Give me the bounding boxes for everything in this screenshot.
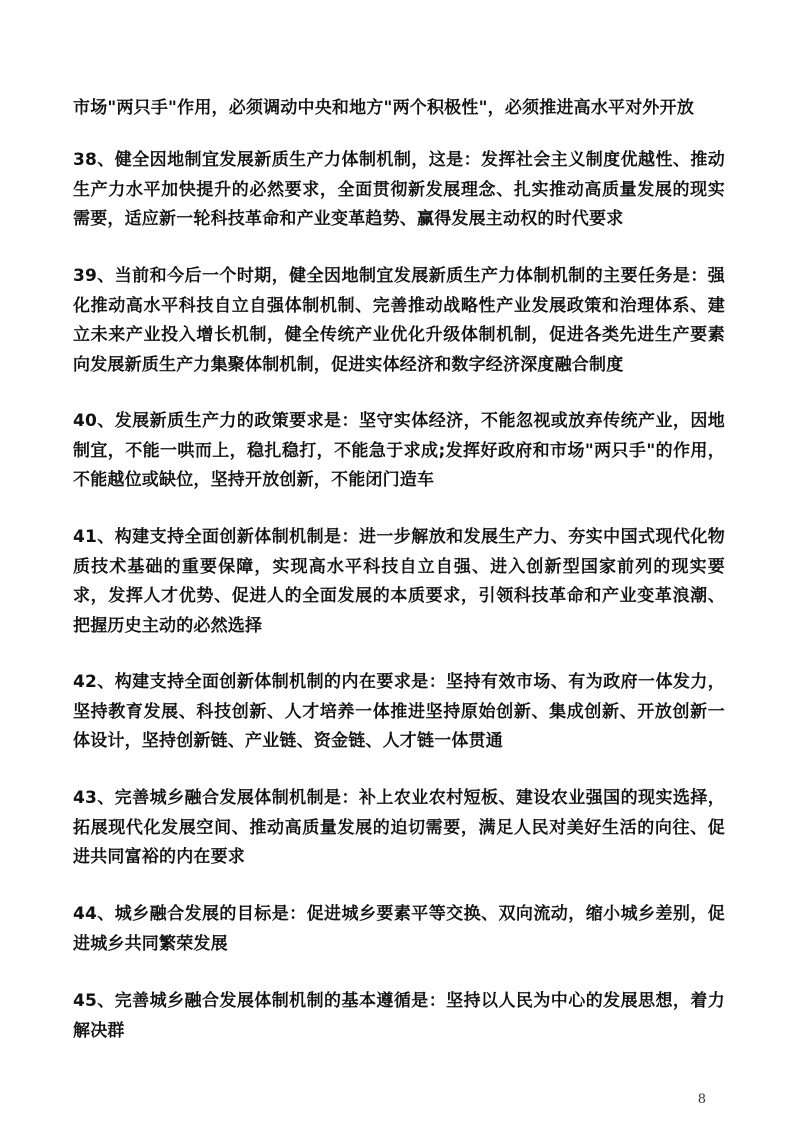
- paragraph-item-42: 42、构建支持全面创新体制机制的内在要求是：坚持有效市场、有为政府一体发力，坚持教育发展、科技创新、人才培养一体推进坚持原始创新、集成创新、开放创新一体设计，坚持创新链、产业链、资金链、人才链一体贯通: [73, 672, 725, 751]
- paragraph-item-43: 43、完善城乡融合发展体制机制是：补上农业农村短板、建设农业强国的现实选择，拓展现代化发展空间、推动高质量发展的迫切需要，满足人民对美好生活的向往、促进共同富裕的内在要求: [73, 788, 725, 867]
- paragraph-item-38: 38、健全因地制宜发展新质生产力体制机制，这是：发挥社会主义制度优越性、推动生产力水平加快提升的必然要求，全面贯彻新发展理念、扎实推动高质量发展的现实需要，适应新一轮科技革命和产业变革趋势、赢得发展主动权的时代要求: [73, 150, 725, 229]
- paragraph-item-44: 44、城乡融合发展的目标是：促进城乡要素平等交换、双向流动，缩小城乡差别，促进城乡共同繁荣发展: [73, 904, 725, 954]
- paragraph-continuation: 市场"两只手"作用，必须调动中央和地方"两个积极性"，必须推进高水平对外开放: [73, 98, 695, 118]
- paragraph-item-39: 39、当前和今后一个时期，健全因地制宜发展新质生产力体制机制的主要任务是：强化推动高水平科技自立自强体制机制、完善推动战略性产业发展政策和治理体系、建立未来产业投入增长机制，健全传统产业优化升级体制机制，促进各类先进生产要素向发展新质生产力集聚体制机制，促进实体经济和数字经济深度融合制度: [73, 266, 725, 375]
- page-number: 8: [697, 1092, 706, 1107]
- paragraph-item-41: 41、构建支持全面创新体制机制是：进一步解放和发展生产力、夯实中国式现代化物质技术基础的重要保障，实现高水平科技自立自强、进入创新型国家前列的现实要求，发挥人才优势、促进人的全面发展的本质要求，引领科技革命和产业变革浪潮、把握历史主动的必然选择: [73, 527, 725, 636]
- paragraph-item-40: 40、发展新质生产力的政策要求是：坚守实体经济，不能忽视或放弃传统产业，因地制宜，不能一哄而上，稳扎稳打，不能急于求成;发挥好政府和市场"两只手"的作用，不能越位或缺位，坚持开放创新，不能闭门造车: [73, 411, 725, 490]
- paragraph-item-45: 45、完善城乡融合发展体制机制的基本遵循是：坚持以人民为中心的发展思想，着力解决群: [73, 991, 725, 1041]
